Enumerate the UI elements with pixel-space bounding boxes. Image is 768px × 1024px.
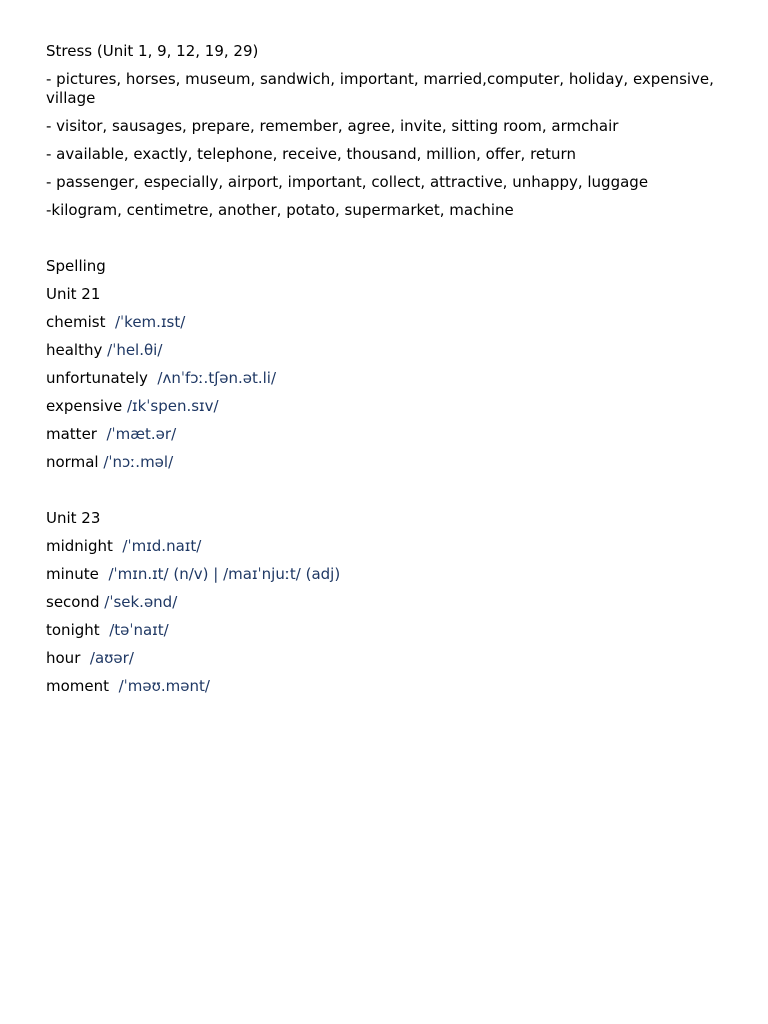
vocab-entry xyxy=(46,369,726,388)
vocab-entry xyxy=(46,593,726,612)
vocab-entry xyxy=(46,313,726,332)
vocab-word: second xyxy=(46,593,105,611)
unit-23-title: Unit 23 xyxy=(46,509,101,527)
stress-line: -kilogram, centimetre, another, potato, supermarket, machine xyxy=(46,201,514,219)
stress-title: Stress (Unit 1, 9, 12, 19, 29) xyxy=(46,42,259,60)
vocab-word: unfortunately xyxy=(46,369,158,387)
vocab-word: tonight xyxy=(46,621,110,639)
vocab-entry xyxy=(46,565,726,584)
vocab-entry xyxy=(46,453,726,472)
vocab-entry xyxy=(46,677,726,696)
vocab-word: expensive xyxy=(46,397,127,415)
stress-line: - visitor, sausages, prepare, remember, agree, invite, sitting room, armchair xyxy=(46,117,619,135)
unit-21-title: Unit 21 xyxy=(46,285,101,303)
vocab-entry xyxy=(46,621,726,640)
vocab-entry xyxy=(46,397,726,416)
vocab-ipa: /ˈmæt.ər/ xyxy=(106,425,177,443)
vocab-ipa: /ˈhel.θi/ xyxy=(107,341,163,359)
vocab-ipa: /aʊər/ xyxy=(89,649,134,667)
stress-line: - available, exactly, telephone, receive, thousand, million, offer, return xyxy=(46,145,576,163)
section-gap xyxy=(46,481,726,509)
vocab-ipa: /ˈmɪd.naɪt/ xyxy=(122,537,202,555)
vocab-ipa: /ˈsek.ənd/ xyxy=(104,593,178,611)
document-page xyxy=(46,42,726,705)
vocab-word: midnight xyxy=(46,537,123,555)
stress-line: - passenger, especially, airport, important, collect, attractive, unhappy, luggage xyxy=(46,173,649,191)
vocab-entry xyxy=(46,649,726,668)
vocab-ipa: /ʌnˈfɔː.tʃən.ət.li/ xyxy=(157,369,277,387)
vocab-ipa: /ˈmɪn.ɪt/ (n/v) | /maɪˈnjuːt/ (adj) xyxy=(108,565,341,583)
section-gap xyxy=(46,229,726,257)
vocab-ipa: /təˈnaɪt/ xyxy=(109,621,169,639)
spelling-title: Spelling xyxy=(46,257,106,275)
vocab-word: healthy xyxy=(46,341,108,359)
vocab-entry xyxy=(46,537,726,556)
vocab-word: normal xyxy=(46,453,104,471)
vocab-entry xyxy=(46,341,726,360)
vocab-word: hour xyxy=(46,649,90,667)
vocab-entry xyxy=(46,425,726,444)
vocab-ipa: /ˈməʊ.mənt/ xyxy=(118,677,210,695)
vocab-word: moment xyxy=(46,677,119,695)
vocab-word: matter xyxy=(46,425,107,443)
vocab-word: chemist xyxy=(46,313,115,331)
vocab-ipa: /ɪkˈspen.sɪv/ xyxy=(126,397,219,415)
vocab-word: minute xyxy=(46,565,109,583)
vocab-ipa: /ˈkem.ɪst/ xyxy=(115,313,186,331)
vocab-ipa: /ˈnɔː.məl/ xyxy=(103,453,174,471)
stress-line: - pictures, horses, museum, sandwich, important, married,computer, holiday, expensive, village xyxy=(46,70,719,107)
